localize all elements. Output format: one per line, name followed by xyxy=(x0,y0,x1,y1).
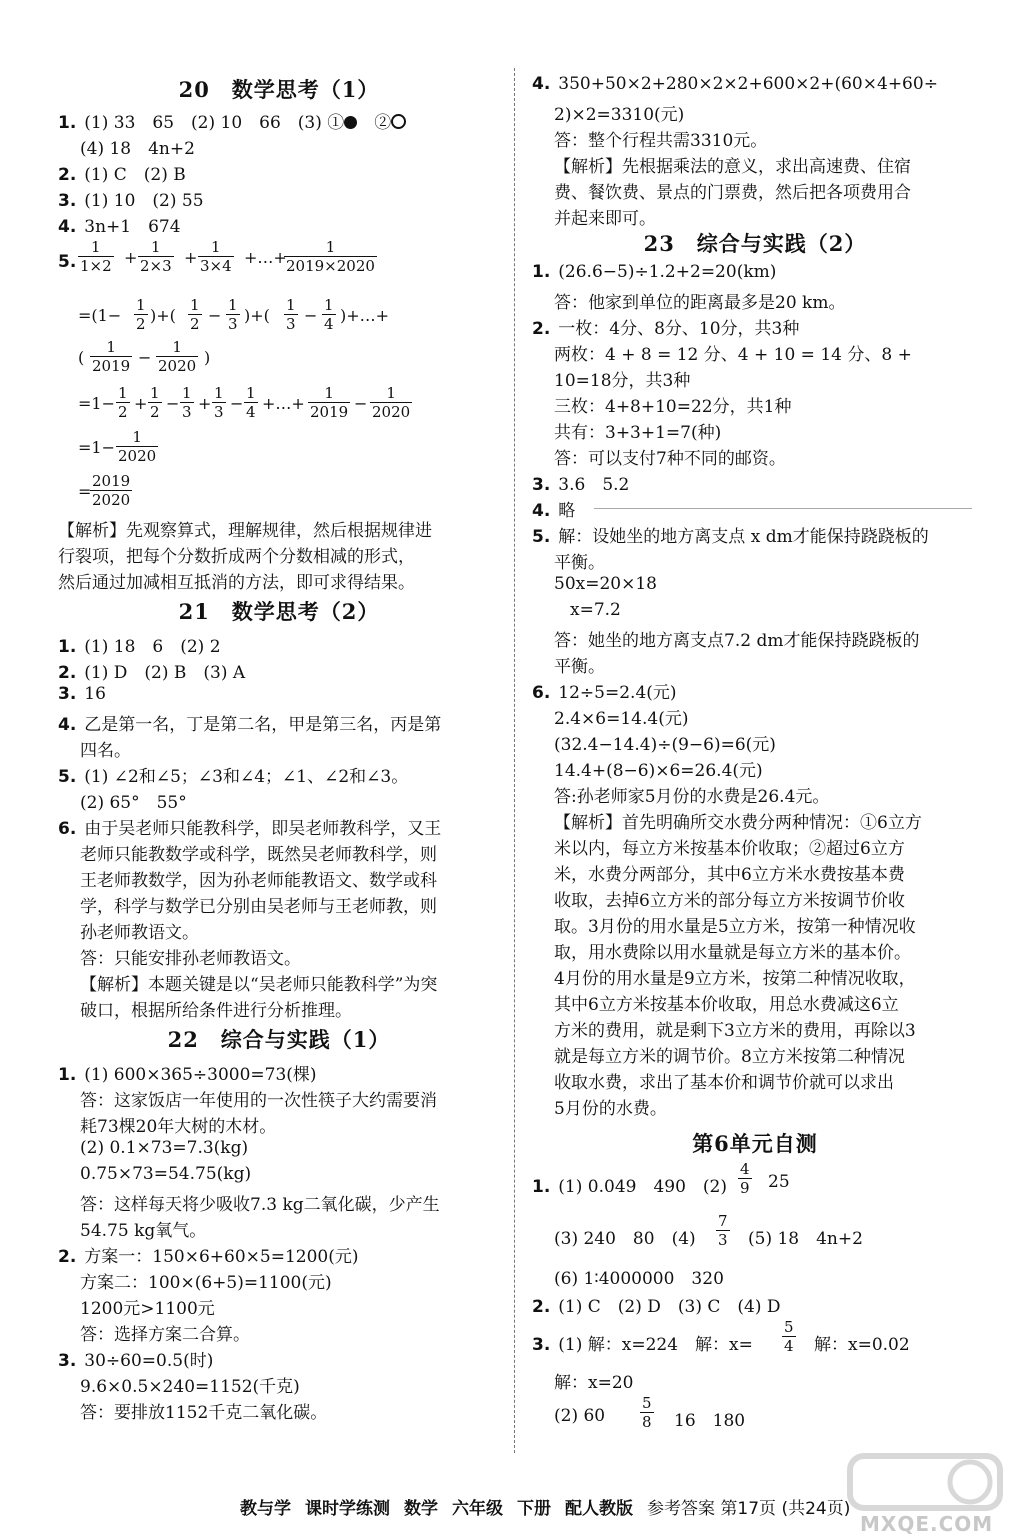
q22-4a: 4. 350+50×2+280×2×2+600×2+(60×4+60÷ xyxy=(532,74,938,94)
q20-3: 3. (1) 10 (2) 55 xyxy=(58,191,204,211)
analysis-23-4: 收取，去掉6立方米的部分每立方米按调节价收 xyxy=(554,891,905,911)
q23-4: 4. 略 xyxy=(532,501,576,521)
fraction: $\frac{1}{3}$ xyxy=(228,296,238,333)
section-title-unit6: 第6单元自测 xyxy=(692,1131,818,1156)
q21-5b: (2) 65° 55° xyxy=(80,793,187,813)
filled-circle-icon xyxy=(344,116,357,129)
analysis-20-3: 然后通过加减相互抵消的方法，即可求得结果。 xyxy=(58,573,415,593)
q21-6f: 答：只能安排孙老师教语文。 xyxy=(80,949,301,969)
fraction: $\frac{2019}{2020}$ xyxy=(92,472,131,509)
q21-3: 3. 16 xyxy=(58,684,106,704)
u6-2: 2. (1) C (2) D (3) C (4) D xyxy=(532,1297,781,1317)
q20-4: 4. 3n+1 674 xyxy=(58,217,181,237)
fraction: $\frac{1}{1\times 2}$ xyxy=(80,238,112,275)
watermark-text: MXQE.COM xyxy=(860,1512,994,1536)
u6-3c: (2) 60 xyxy=(554,1406,606,1426)
q22-4c: 答：整个行程共需3310元。 xyxy=(554,131,768,151)
u6-3a-end: 解：x=0.02 xyxy=(814,1335,910,1355)
q21-6a: 6. 由于吴老师只能教科学，即吴老师教科学，又王 xyxy=(58,819,442,839)
q22-3a: 3. 30÷60=0.5(时) xyxy=(58,1351,214,1371)
q23-6d: 14.4+(8−6)×6=26.4(元) xyxy=(554,761,763,781)
fraction: $\frac{5}{8}$ xyxy=(642,1394,652,1431)
fraction: $\frac{1}{3}$ xyxy=(182,384,192,421)
u6-1b: (3) 240 80 (4) xyxy=(554,1229,696,1249)
analysis-23-5: 取。3月份的用水量是5立方米，按第一种情况收 xyxy=(554,917,916,937)
column-divider xyxy=(514,68,515,1453)
q22-1g: 54.75 kg氧气。 xyxy=(80,1221,207,1241)
page-footer: 教与学 课时学练测 数学 六年级 下册 配人教版 参考答案 第17页 (共24页) xyxy=(240,1499,851,1519)
u6-1c: (6) 1∶4000000 320 xyxy=(554,1269,724,1289)
q22-1a: 1. (1) 600×365÷3000=73(棵) xyxy=(58,1065,317,1085)
q23-5f: 平衡。 xyxy=(554,657,605,677)
fraction: $\frac{1}{4}$ xyxy=(324,296,334,333)
q22-1b: 答：这家饭店一年使用的一次性筷子大约需要消 xyxy=(80,1091,437,1111)
q21-4a: 4. 乙是第一名，丁是第二名，甲是第三名，丙是第 xyxy=(58,715,442,735)
fraction: $\frac{1}{2\times 3}$ xyxy=(140,238,172,275)
q22-1e: 0.75×73=54.75(kg) xyxy=(80,1164,252,1184)
analysis-23-9: 方米的费用，就是剩下3立方米的费用，再除以3 xyxy=(554,1021,916,1041)
q21-2: 2. (1) D (2) B (3) A xyxy=(58,663,246,683)
fraction: $\frac{1}{2020}$ xyxy=(118,428,157,465)
q22-1d: (2) 0.1×73=7.3(kg) xyxy=(80,1138,249,1158)
q23-5c: 50x=20×18 xyxy=(554,574,657,594)
analysis-23-10: 就是每立方米的调节价。8立方米按第二种情况 xyxy=(554,1047,905,1067)
divider-line xyxy=(594,508,972,509)
ring-circle-icon xyxy=(391,114,406,129)
fraction: $\frac{7}{3}$ xyxy=(718,1212,728,1249)
q23-5e: 答：她坐的地方离支点7.2 dm才能保持跷跷板的 xyxy=(554,631,920,651)
u6-3b: 解：x=20 xyxy=(554,1373,634,1393)
fraction: $\frac{1}{3}$ xyxy=(214,384,224,421)
q23-5d: x=7.2 xyxy=(570,600,621,620)
q20-5-num: 5. xyxy=(58,252,77,272)
analysis-23-3: 米，水费分两部分，其中6立方米水费按基本费 xyxy=(554,865,905,885)
fraction: $\frac{4}{9}$ xyxy=(740,1160,750,1197)
u6-3c-end: 16 180 xyxy=(674,1411,746,1431)
analysis-22-1: 【解析】先根据乘法的意义，求出高速费、住宿 xyxy=(554,157,911,177)
u6-1a: 1. (1) 0.049 490 (2) xyxy=(532,1177,727,1197)
fraction: $\frac{1}{2020}$ xyxy=(372,384,411,421)
q21-6e: 孙老师教语文。 xyxy=(80,923,199,943)
q22-1c: 耗73棵20年大树的木材。 xyxy=(80,1117,277,1137)
analysis-23-6: 取，用水费除以用水量就是每立方米的基本价。 xyxy=(554,943,911,963)
q23-1a: 1. (26.6−5)÷1.2+2=20(km) xyxy=(532,262,777,282)
q20-1a: 1. (1) 33 65 (2) 10 66 (3) ① ② xyxy=(58,108,406,133)
analysis-22-3: 并起来即可。 xyxy=(554,209,656,229)
section-title-23: 23 综合与实践（2） xyxy=(643,231,867,256)
section-title-22: 22 综合与实践（1） xyxy=(167,1027,391,1052)
fraction: $\frac{1}{2}$ xyxy=(118,384,128,421)
fraction: $\frac{5}{4}$ xyxy=(784,1318,794,1355)
fraction: $\frac{1}{2}$ xyxy=(190,296,200,333)
q23-2f: 答：可以支付7种不同的邮资。 xyxy=(554,449,786,469)
analysis-21-2: 破口，根据所给条件进行分析推理。 xyxy=(80,1001,352,1021)
q22-3b: 9.6×0.5×240=1152(千克) xyxy=(80,1377,300,1397)
q22-2a: 2. 方案一：150×6+60×5=1200(元) xyxy=(58,1247,359,1267)
u6-1a-end: 25 xyxy=(768,1172,790,1192)
q23-5a: 5. 解：设她坐的地方离支点 x dm才能保持跷跷板的 xyxy=(532,527,929,547)
analysis-20-2: 行裂项，把每个分数折成两个分数相减的形式， xyxy=(58,547,415,567)
analysis-23-7: 4月份的用水量是9立方米，按第二种情况收取， xyxy=(554,969,916,989)
q23-6a: 6. 12÷5=2.4(元) xyxy=(532,683,677,703)
analysis-23-12: 5月份的水费。 xyxy=(554,1099,667,1119)
q22-3c: 答：要排放1152千克二氧化碳。 xyxy=(80,1403,328,1423)
section-title-21: 21 数学思考（2） xyxy=(178,599,380,624)
fraction: $\frac{1}{3\times 4}$ xyxy=(200,238,232,275)
u6-3a: 3. (1) 解：x=224 解：x= xyxy=(532,1335,753,1355)
fraction: $\frac{1}{4}$ xyxy=(246,384,256,421)
q23-2c: 10=18分，共3种 xyxy=(554,371,691,391)
q22-2d: 答：选择方案二合算。 xyxy=(80,1325,250,1345)
analysis-22-2: 费、餐饮费、景点的门票费，然后把各项费用合 xyxy=(554,183,911,203)
analysis-21-1: 【解析】本题关键是以“吴老师只能教科学”为突 xyxy=(80,975,438,995)
q23-5b: 平衡。 xyxy=(554,553,605,573)
fraction: $\frac{1}{2019\times 2020}$ xyxy=(286,238,375,275)
q20-2: 2. (1) C (2) B xyxy=(58,165,186,185)
q21-1: 1. (1) 18 6 (2) 2 xyxy=(58,637,221,657)
q22-4b: 2)×2=3310(元) xyxy=(554,105,685,125)
q23-6c: (32.4−14.4)÷(9−6)=6(元) xyxy=(554,735,776,755)
q23-2b: 两枚：4 + 8 = 12 分、4 + 10 = 14 分、8 + xyxy=(554,345,912,365)
q22-2c: 1200元>1100元 xyxy=(80,1299,215,1319)
q23-2d: 三枚：4+8+10=22分，共1种 xyxy=(554,397,792,417)
q23-2e: 共有：3+3+1=7(种) xyxy=(554,423,722,443)
u6-1b-end: (5) 18 4n+2 xyxy=(748,1229,863,1249)
q20-1b: (4) 18 4n+2 xyxy=(80,139,195,159)
analysis-23-1: 【解析】首先明确所交水费分两种情况：①6立方 xyxy=(554,813,922,833)
fraction: $\frac{1}{3}$ xyxy=(286,296,296,333)
q22-1f: 答：这样每天将少吸收7.3 kg二氧化碳，少产生 xyxy=(80,1195,440,1215)
q21-6b: 老师只能教数学或科学，既然吴老师教科学，则 xyxy=(80,845,437,865)
analysis-20-1: 【解析】先观察算式，理解规律，然后根据规律进 xyxy=(58,521,432,541)
fraction: $\frac{1}{2019}$ xyxy=(92,338,131,375)
analysis-23-11: 收取水费，求出了基本价和调节价就可以求出 xyxy=(554,1073,894,1093)
q23-6b: 2.4×6=14.4(元) xyxy=(554,709,689,729)
q21-6c: 王老师教数学，因为孙老师能教语文、数学或科 xyxy=(80,871,437,891)
q22-2b: 方案二：100×(6+5)=1100(元) xyxy=(80,1273,332,1293)
q23-3: 3. 3.6 5.2 xyxy=(532,475,630,495)
q23-1b: 答：他家到单位的距离最多是20 km。 xyxy=(554,293,846,313)
q21-6d: 学，科学与数学已分别由吴老师与王老师教，则 xyxy=(80,897,437,917)
fraction: $\frac{1}{2}$ xyxy=(136,296,146,333)
analysis-23-8: 其中6立方米按基本价收取，用总水费减这6立 xyxy=(554,995,899,1015)
fraction: $\frac{1}{2}$ xyxy=(150,384,160,421)
q21-4b: 四名。 xyxy=(80,741,131,761)
fraction: $\frac{1}{2020}$ xyxy=(158,338,197,375)
analysis-23-2: 米以内，每立方米按基本价收取；②超过6立方 xyxy=(554,839,905,859)
section-title-20: 20 数学思考（1） xyxy=(178,77,380,102)
q23-6e: 答:孙老师家5月份的水费是26.4元。 xyxy=(554,787,830,807)
q21-5a: 5. (1) ∠2和∠5；∠3和∠4；∠1、∠2和∠3。 xyxy=(58,767,409,787)
q23-2a: 2. 一枚：4分、8分、10分，共3种 xyxy=(532,319,800,339)
fraction: $\frac{1}{2019}$ xyxy=(310,384,349,421)
